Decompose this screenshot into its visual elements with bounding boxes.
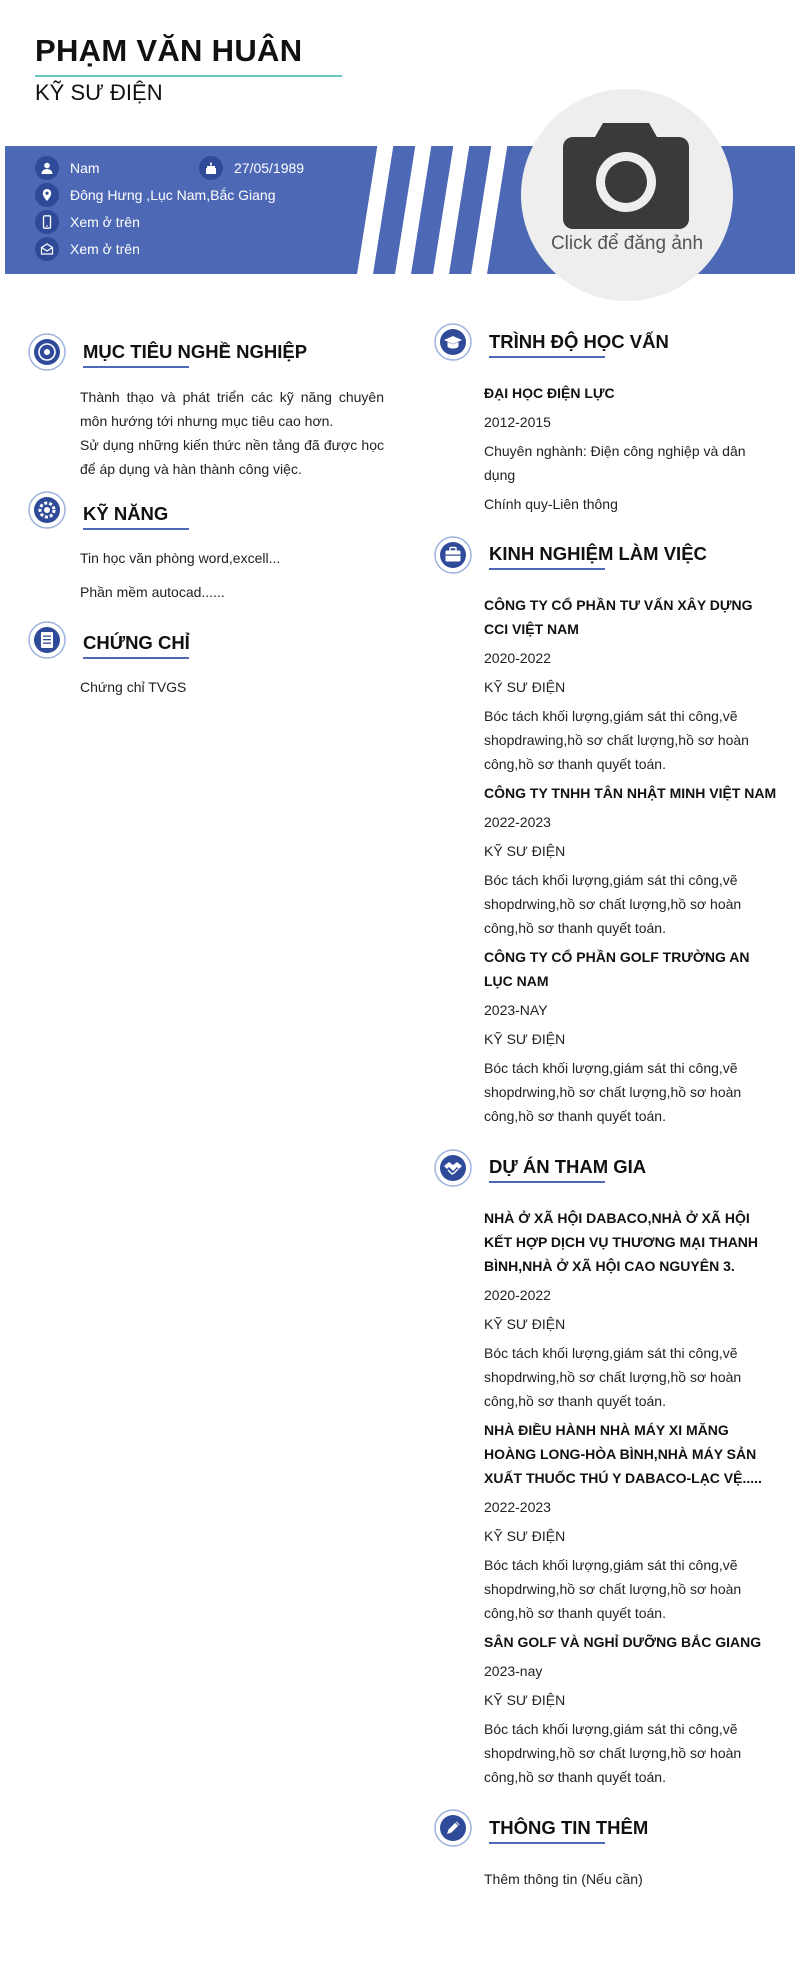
email-value: Xem ở trên <box>70 241 140 257</box>
project-name[interactable]: SÂN GOLF VÀ NGHỈ DƯỠNG BẮC GIANG <box>484 1634 762 1650</box>
education-underline <box>489 356 605 358</box>
project-name[interactable]: NHÀ Ở XÃ HỘI DABACO,NHÀ Ở XÃ HỘI KẾT HỢP DỊCH VỤ THƯƠNG MẠI THANH BÌNH,NHÀ Ở XÃ HỘI CAO NGUYÊN 3. <box>484 1210 759 1274</box>
certificates-title[interactable]: CHỨNG CHỈ <box>83 632 190 653</box>
gender-value: Nam <box>70 160 100 176</box>
project-desc[interactable]: Bóc tách khối lượng,giám sát thi công,vẽ shopdrwing,hồ sơ chất lượng,hồ sơ hoàn công,hồ sơ thanh quyết toán. <box>484 1345 742 1409</box>
experience-desc[interactable]: Bóc tách khối lượng,giám sát thi công,vẽ shopdrwing,hồ sơ chất lượng,hồ sơ hoàn công,hồ sơ thanh quyết toán. <box>484 1060 742 1124</box>
extra-title[interactable]: THÔNG TIN THÊM <box>489 1817 649 1838</box>
job-title[interactable]: KỸ SƯ ĐIỆN <box>35 80 163 105</box>
candidate-name[interactable]: PHẠM VĂN HUÂN <box>35 33 303 68</box>
project-role[interactable]: KỸ SƯ ĐIỆN <box>484 1528 566 1544</box>
project-desc[interactable]: Bóc tách khối lượng,giám sát thi công,vẽ shopdrwing,hồ sơ chất lượng,hồ sơ hoàn công,hồ sơ thanh quyết toán. <box>484 1721 742 1785</box>
skill-item[interactable]: Phần mềm autocad...... <box>80 584 225 600</box>
handshake-icon <box>433 1148 473 1188</box>
education-major[interactable]: Chuyên nghành: Điện công nghiệp và dân dụng <box>484 443 746 483</box>
contact-email[interactable] <box>35 237 140 261</box>
gear-icon <box>27 490 67 530</box>
project-role[interactable]: KỸ SƯ ĐIỆN <box>484 1316 566 1332</box>
band-stripe <box>430 146 473 274</box>
band-stripe <box>392 146 435 274</box>
education-title[interactable]: TRÌNH ĐỘ HỌC VẤN <box>489 331 669 352</box>
photo-upload[interactable] <box>521 89 733 301</box>
photo-upload-label: Click để đăng ảnh <box>550 233 704 254</box>
experience-desc[interactable]: Bóc tách khối lượng,giám sát thi công,vẽ shopdrawing,hồ sơ chất lượng,hồ sơ hoàn công,hồ sơ thanh quyết toán. <box>484 708 749 772</box>
experience-role[interactable]: KỸ SƯ ĐIỆN <box>484 1031 566 1047</box>
band-stripe <box>354 146 397 274</box>
phone-icon <box>35 210 59 234</box>
location-pin-icon <box>35 183 59 207</box>
name-underline <box>35 75 342 77</box>
contact-address[interactable] <box>35 183 275 207</box>
experience-period[interactable]: 2023-NAY <box>484 1002 548 1018</box>
objective-underline <box>83 366 189 368</box>
objective-title[interactable]: MỤC TIÊU NGHỀ NGHIỆP <box>83 341 308 362</box>
experience-period[interactable]: 2022-2023 <box>484 814 551 830</box>
camera-icon <box>563 119 689 229</box>
project-period[interactable]: 2020-2022 <box>484 1287 551 1303</box>
graduation-cap-icon <box>433 322 473 362</box>
contact-birthday[interactable] <box>199 156 304 180</box>
experience-underline <box>489 568 605 570</box>
objective-text[interactable]: Thành thạo và phát triển các kỹ năng chuyên môn hướng tới nhưng mục tiêu cao hơn. Sử dụng những kiến thức nền tảng đã được học để áp dụng và hàn thành công việc. <box>80 389 384 477</box>
skill-item[interactable]: Tin học văn phòng word,excell... <box>80 550 281 566</box>
experience-role[interactable]: KỸ SƯ ĐIỆN <box>484 679 566 695</box>
projects-title[interactable]: DỰ ÁN THAM GIA <box>489 1156 647 1177</box>
skills-title[interactable]: KỸ NĂNG <box>83 503 169 524</box>
briefcase-icon <box>433 535 473 575</box>
project-period[interactable]: 2023-nay <box>484 1663 543 1679</box>
project-desc[interactable]: Bóc tách khối lượng,giám sát thi công,vẽ shopdrwing,hồ sơ chất lượng,hồ sơ hoàn công,hồ sơ thanh quyết toán. <box>484 1557 742 1621</box>
contact-gender[interactable] <box>35 156 100 180</box>
project-role[interactable]: KỸ SƯ ĐIỆN <box>484 1692 566 1708</box>
document-icon <box>27 620 67 660</box>
experience-company[interactable]: CÔNG TY CỔ PHẦN TƯ VẤN XÂY DỰNG CCI VIỆT NAM <box>484 597 753 637</box>
experience-title[interactable]: KINH NGHIỆM LÀM VIỆC <box>489 543 707 564</box>
extra-text[interactable]: Thêm thông tin (Nếu cần) <box>484 1871 643 1887</box>
experience-desc[interactable]: Bóc tách khối lượng,giám sát thi công,vẽ shopdrwing,hồ sơ chất lượng,hồ sơ hoàn công,hồ sơ thanh quyết toán. <box>484 872 742 936</box>
user-icon <box>35 156 59 180</box>
experience-period[interactable]: 2020-2022 <box>484 650 551 666</box>
experience-role[interactable]: KỸ SƯ ĐIỆN <box>484 843 566 859</box>
experience-company[interactable]: CÔNG TY TNHH TÂN NHẬT MINH VIỆT NAM <box>484 785 777 801</box>
projects-underline <box>489 1181 605 1183</box>
certificates-underline <box>83 657 189 659</box>
certificate-item[interactable]: Chứng chỉ TVGS <box>80 679 187 695</box>
extra-underline <box>489 1842 605 1844</box>
phone-value: Xem ở trên <box>70 214 140 230</box>
band-stripe <box>468 146 511 274</box>
contact-phone[interactable] <box>35 210 140 234</box>
address-value: Đông Hưng ,Lục Nam,Bắc Giang <box>70 187 276 203</box>
project-period[interactable]: 2022-2023 <box>484 1499 551 1515</box>
project-name[interactable]: NHÀ ĐIỀU HÀNH NHÀ MÁY XI MĂNG HOÀNG LONG-HÒA BÌNH,NHÀ MÁY SẢN XUẤT THUỐC THÚ Y DABACO-LẠC VỆ..... <box>484 1422 762 1486</box>
education-school[interactable]: ĐẠI HỌC ĐIỆN LỰC <box>484 385 615 401</box>
target-icon <box>27 332 67 372</box>
pencil-icon <box>433 1808 473 1848</box>
skills-underline <box>83 528 189 530</box>
experience-company[interactable]: CÔNG TY CỔ PHẦN GOLF TRƯỜNG AN LỤC NAM <box>484 949 750 989</box>
education-type[interactable]: Chính quy-Liên thông <box>484 496 618 512</box>
birthday-value: 27/05/1989 <box>234 160 305 176</box>
envelope-icon <box>35 237 59 261</box>
cake-icon <box>199 156 223 180</box>
education-period[interactable]: 2012-2015 <box>484 414 551 430</box>
